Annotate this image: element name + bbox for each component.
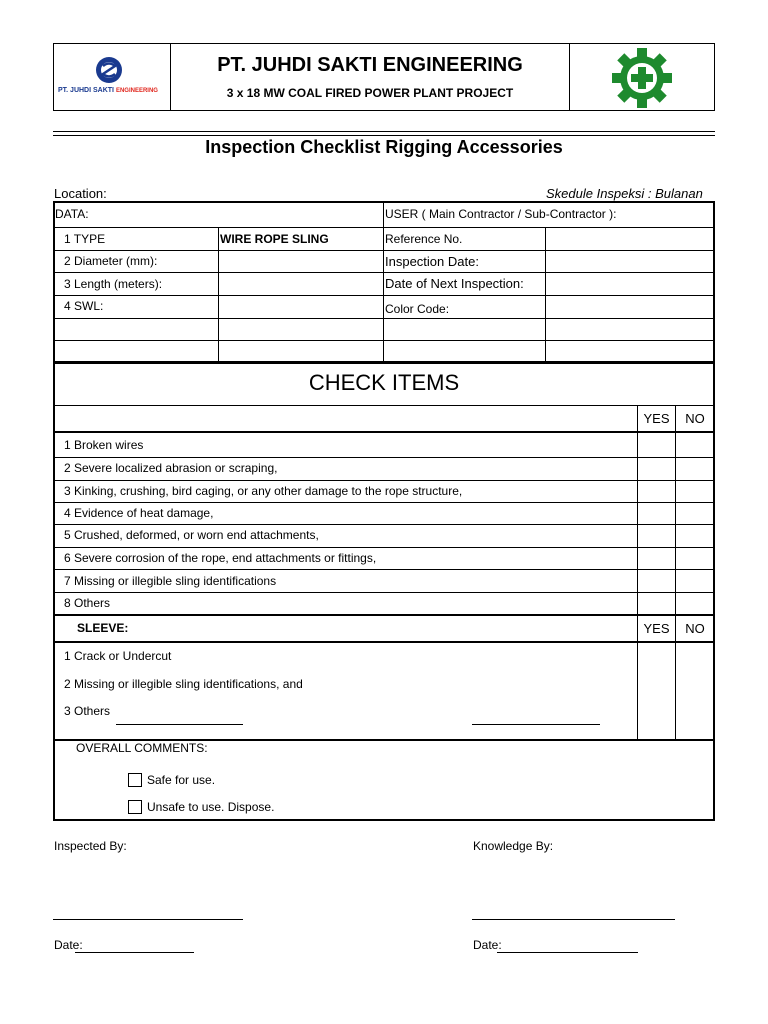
- sleeve-yes-header: YES: [643, 621, 670, 636]
- project-name: 3 x 18 MW COAL FIRED POWER PLANT PROJECT: [226, 86, 514, 100]
- data-row-line: [53, 227, 715, 228]
- check-item: 5 Crushed, deformed, or worn end attachments,: [64, 528, 319, 542]
- check-line: [53, 641, 715, 643]
- safe-label: Safe for use.: [147, 773, 216, 787]
- data-row-line: [53, 340, 715, 341]
- knowledge-by-signature-line[interactable]: [472, 919, 675, 920]
- sleeve-item: 1 Crack or Undercut: [64, 649, 172, 663]
- data-row-line: [53, 295, 715, 296]
- header-divider-right: [569, 43, 570, 111]
- check-line: [53, 502, 715, 503]
- sleeve-blank-line-left: [116, 724, 243, 725]
- data-row-line: [53, 318, 715, 319]
- sleeve-title: SLEEVE:: [77, 621, 129, 635]
- check-item: 8 Others: [64, 596, 111, 610]
- logo-text-sub: ENGINEERING: [115, 88, 158, 94]
- data-row-line: [53, 272, 715, 273]
- schedule-label: Skedule Inspeksi : Bulanan: [546, 186, 703, 201]
- separator-line-top: [53, 131, 715, 132]
- no-col-line: [675, 405, 676, 739]
- inspected-by-signature-line[interactable]: [53, 919, 243, 920]
- type-value[interactable]: WIRE ROPE SLING: [220, 232, 329, 246]
- length-label: 3 Length (meters):: [64, 277, 163, 291]
- check-line: [53, 592, 715, 593]
- logo-text-main: PT. JUHDI SAKTI: [58, 87, 115, 94]
- check-line: [53, 614, 715, 616]
- color-code-label: Color Code:: [385, 302, 450, 316]
- sleeve-item: 2 Missing or illegible sling identifications, and: [64, 677, 303, 691]
- date-left-line[interactable]: [75, 952, 194, 953]
- yes-col-line: [637, 405, 638, 739]
- data-col-line: [218, 227, 219, 363]
- check-item: 2 Severe localized abrasion or scraping,: [64, 461, 278, 475]
- date-left-label: Date:: [54, 938, 83, 952]
- check-line: [53, 547, 715, 548]
- knowledge-by-label: Knowledge By:: [473, 839, 554, 853]
- check-line: [53, 457, 715, 458]
- inspected-by-label: Inspected By:: [54, 839, 127, 853]
- sleeve-blank-line-right: [472, 724, 600, 725]
- yes-header: YES: [643, 411, 670, 426]
- check-item: 4 Evidence of heat damage,: [64, 506, 214, 520]
- safe-checkbox[interactable]: [128, 773, 142, 787]
- page-title: Inspection Checklist Rigging Accessories: [205, 137, 563, 157]
- check-items-title: CHECK ITEMS: [308, 370, 460, 395]
- date-right-line[interactable]: [497, 952, 638, 953]
- check-line: [53, 431, 715, 433]
- sleeve-item: 3 Others: [64, 704, 111, 718]
- reference-no-label: Reference No.: [385, 232, 463, 246]
- company-logo: [54, 52, 170, 102]
- user-label: USER ( Main Contractor / Sub-Contractor ):: [385, 207, 617, 221]
- unsafe-label: Unsafe to use. Dispose.: [147, 800, 275, 814]
- no-header: NO: [685, 411, 705, 426]
- diameter-label: 2 Diameter (mm):: [64, 254, 158, 268]
- check-item: 7 Missing or illegible sling identifications: [64, 574, 277, 588]
- unsafe-checkbox[interactable]: [128, 800, 142, 814]
- type-label: 1 TYPE: [64, 232, 106, 246]
- safety-gear-cross-icon: [606, 47, 678, 109]
- data-col-line: [383, 201, 384, 363]
- data-col-line: [545, 227, 546, 363]
- inspection-date-label: Inspection Date:: [385, 254, 479, 269]
- check-line: [53, 524, 715, 525]
- company-name: PT. JUHDI SAKTI ENGINEERING: [217, 54, 523, 76]
- next-inspection-label: Date of Next Inspection:: [385, 276, 524, 291]
- check-item: 3 Kinking, crushing, bird caging, or any other damage to the rope structure,: [64, 484, 463, 498]
- check-item: 6 Severe corrosion of the rope, end attachments or fittings,: [64, 551, 377, 565]
- sleeve-no-header: NO: [685, 621, 705, 636]
- check-line: [53, 569, 715, 570]
- data-label: DATA:: [55, 207, 89, 221]
- data-row-line: [53, 250, 715, 251]
- check-item: 1 Broken wires: [64, 438, 144, 452]
- check-line: [53, 405, 715, 406]
- swl-label: 4 SWL:: [64, 299, 104, 313]
- check-line: [53, 480, 715, 481]
- location-label: Location:: [54, 186, 107, 201]
- separator-line-bottom: [53, 135, 715, 136]
- company-logo-icon: [54, 52, 170, 102]
- date-right-label: Date:: [473, 938, 502, 952]
- overall-comments-title: OVERALL COMMENTS:: [76, 741, 208, 755]
